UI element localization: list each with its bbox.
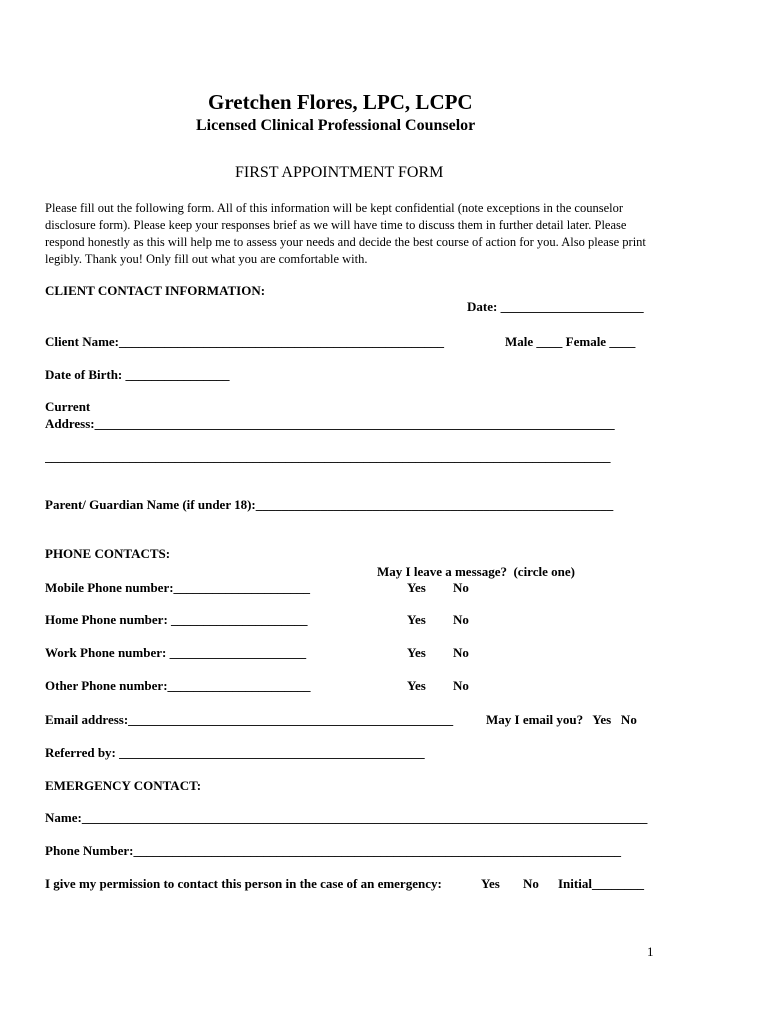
initial-field[interactable]: Initial________ [558, 876, 644, 891]
page-number: 1 [647, 944, 654, 959]
mobile-phone-field[interactable]: Mobile Phone number:_____________________ [45, 580, 311, 595]
work-phone-field[interactable]: Work Phone number: _____________________ [45, 645, 307, 660]
date-field[interactable]: Date: ______________________ [467, 299, 644, 314]
emergency-name-field[interactable]: Name:_______________________________________________________________________________________ [45, 810, 648, 825]
work-no-option[interactable]: No [453, 645, 469, 660]
other-phone-field[interactable]: Other Phone number:______________________ [45, 678, 311, 693]
emergency-yes-option[interactable]: Yes [481, 876, 500, 891]
leave-message-question: May I leave a message? (circle one) [377, 564, 575, 579]
client-contact-heading: CLIENT CONTACT INFORMATION: [45, 283, 266, 298]
form-title: FIRST APPOINTMENT FORM [235, 164, 444, 181]
email-permission-question[interactable]: May I email you? Yes No [486, 712, 637, 727]
referred-by-field[interactable]: Referred by: _______________________________________________ [45, 745, 425, 760]
email-field[interactable]: Email address:__________________________________________________ [45, 712, 454, 727]
emergency-contact-heading: EMERGENCY CONTACT: [45, 778, 202, 793]
page-subtitle: Licensed Clinical Professional Counselor [196, 117, 476, 134]
dob-field[interactable]: Date of Birth: ________________ [45, 367, 230, 382]
mobile-no-option[interactable]: No [453, 580, 469, 595]
work-yes-option[interactable]: Yes [407, 645, 426, 660]
emergency-no-option[interactable]: No [523, 876, 539, 891]
emergency-phone-field[interactable]: Phone Number:___________________________________________________________________________ [45, 843, 621, 858]
emergency-permission-text: I give my permission to contact this person in the case of an emergency: [45, 876, 442, 891]
home-yes-option[interactable]: Yes [407, 612, 426, 627]
phone-contacts-heading: PHONE CONTACTS: [45, 546, 171, 561]
guardian-name-field[interactable]: Parent/ Guardian Name (if under 18):_______________________________________________________ [45, 497, 614, 512]
other-no-option[interactable]: No [453, 678, 469, 693]
home-phone-field[interactable]: Home Phone number: _____________________ [45, 612, 308, 627]
address-line2-field[interactable]: _______________________________________________________________________________________ [45, 449, 611, 464]
page-title: Gretchen Flores, LPC, LCPC [208, 90, 473, 114]
other-yes-option[interactable]: Yes [407, 678, 426, 693]
mobile-yes-option[interactable]: Yes [407, 580, 426, 595]
home-no-option[interactable]: No [453, 612, 469, 627]
address-field[interactable]: Address:________________________________________________________________________________ [45, 416, 615, 431]
intro-paragraph: Please fill out the following form. All of this information will be kept confidential (note exceptions in the counselor disclosure form). Please keep your responses brief as we will have time to discuss them in further detail later. Please respond honestly as this will help me to assess your needs and decide the best course of action for you. Also please print legibly. Thank you! Only fill out what you are comfortable with. [45, 201, 646, 266]
current-label: Current [45, 399, 91, 414]
gender-field[interactable]: Male ____ Female ____ [505, 334, 636, 349]
client-name-field[interactable]: Client Name:__________________________________________________ [45, 334, 445, 349]
